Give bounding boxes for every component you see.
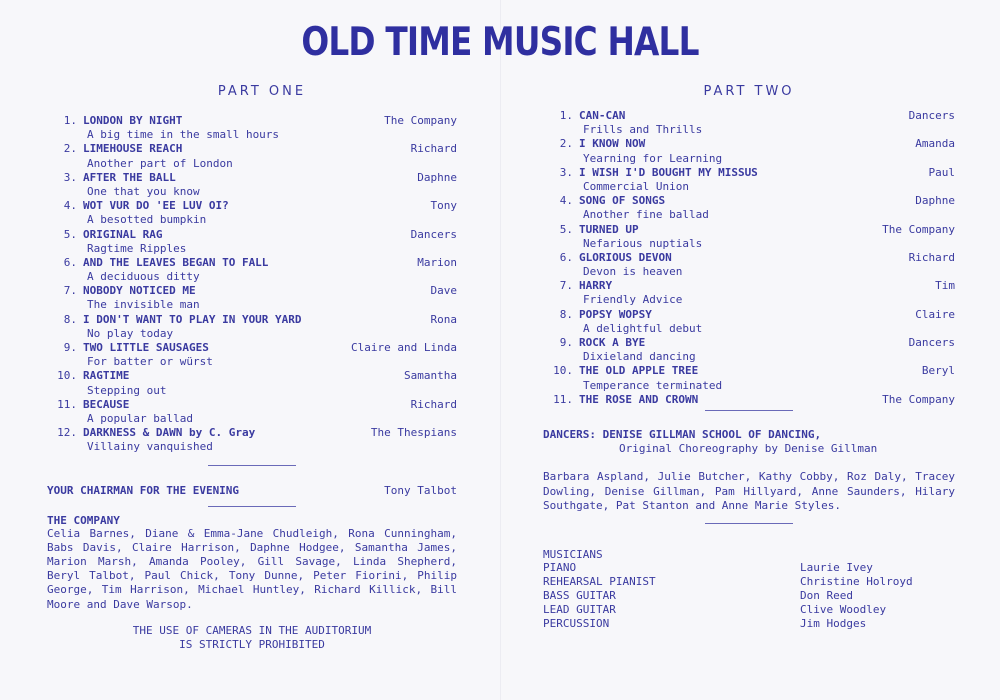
song-title: AFTER THE BALL — [83, 170, 176, 184]
programme-item — [543, 137, 955, 165]
musician-name: Don Reed — [800, 588, 853, 602]
part-one-heading: PART ONE — [217, 84, 307, 99]
item-number: 10. — [553, 364, 573, 378]
item-number: 11. — [553, 392, 573, 406]
song-title: THE OLD APPLE TREE — [579, 364, 699, 378]
song-description: Yearning for Learning — [583, 151, 723, 165]
item-number: 4. — [559, 194, 573, 208]
company-heading: THE COMPANY — [47, 513, 120, 527]
item-number: 5. — [63, 227, 77, 241]
song-description: A big time in the small hours — [87, 128, 280, 142]
item-number: 6. — [559, 250, 573, 264]
song-title: NOBODY NOTICED ME — [83, 284, 196, 298]
part-one-list — [47, 114, 457, 455]
performer: Richard — [410, 142, 457, 156]
performer: Claire and Linda — [351, 341, 457, 354]
programme-item — [47, 142, 457, 170]
song-description: A popular ballad — [87, 411, 193, 425]
programme-item — [543, 109, 955, 137]
musician-name: Clive Woodley — [800, 602, 887, 616]
programme-item — [543, 393, 955, 407]
programme-item — [47, 114, 457, 142]
song-title: CAN-CAN — [579, 109, 626, 122]
part-two-list — [543, 109, 955, 407]
song-description: Nefarious nuptials — [583, 236, 703, 250]
programme-item — [47, 398, 457, 426]
song-description: For batter or würst — [87, 355, 213, 369]
performer: Beryl — [921, 364, 955, 378]
song-description: Another part of London — [87, 156, 233, 170]
item-number: 7. — [63, 284, 77, 298]
dancer-names: Barbara Aspland, Julie Butcher, Kathy Cobby, Roz Daly, Tracey Dowling, Denise Gillman, Pam Hillyard, Anne Saunders, Hilary Southgate, Pat Stanton and Anne Marie Styles. — [543, 470, 955, 512]
musician-row — [543, 575, 955, 589]
programme-item — [47, 341, 457, 369]
instrument: PIANO — [543, 560, 577, 574]
song-description: Temperance terminated — [583, 378, 723, 392]
programme-item — [543, 251, 955, 279]
performer: Paul — [928, 165, 955, 179]
programme-item — [47, 313, 457, 341]
performer: Daphne — [417, 170, 457, 184]
divider — [208, 465, 296, 466]
performer: Richard — [908, 250, 955, 264]
item-number: 8. — [559, 307, 573, 321]
performer: Tim — [935, 279, 955, 293]
item-number: 9. — [559, 336, 573, 349]
item-number: 7. — [559, 279, 573, 293]
song-title: POPSY WOPSY — [579, 307, 652, 321]
performer: Dancers — [908, 109, 955, 122]
musicians-heading: MUSICIANS — [543, 547, 603, 561]
item-number: 6. — [63, 255, 77, 269]
programme-item — [47, 284, 457, 312]
programme-item — [543, 279, 955, 307]
programme-item — [543, 364, 955, 392]
item-number: 3. — [63, 170, 77, 184]
chairman-line — [47, 484, 457, 497]
musicians-list — [543, 561, 955, 631]
programme-item — [47, 199, 457, 227]
chairman-name: Tony Talbot — [384, 483, 457, 497]
musician-name: Laurie Ivey — [800, 560, 873, 574]
instrument: LEAD GUITAR — [543, 602, 616, 616]
performer: The Company — [384, 114, 457, 127]
song-title: AND THE LEAVES BEGAN TO FALL — [83, 255, 269, 269]
song-description: Stepping out — [87, 383, 167, 397]
musician-row — [543, 561, 955, 575]
song-title: I KNOW NOW — [579, 137, 646, 151]
camera-notice — [47, 624, 457, 652]
musician-row — [543, 617, 955, 631]
chairman-label: YOUR CHAIRMAN FOR THE EVENING — [47, 483, 240, 497]
musician-row — [543, 589, 955, 603]
performer: The Thespians — [370, 426, 457, 440]
song-description: A delightful debut — [583, 321, 703, 335]
instrument: PERCUSSION — [543, 616, 610, 630]
dancers-heading: DANCERS: DENISE GILLMAN SCHOOL OF DANCING, — [543, 427, 822, 441]
song-description: Frills and Thrills — [583, 123, 703, 137]
left-page — [47, 82, 457, 652]
song-title: ORIGINAL RAG — [83, 227, 163, 241]
song-description: Friendly Advice — [583, 293, 683, 307]
song-title: LIMEHOUSE REACH — [83, 142, 183, 156]
song-title: TWO LITTLE SAUSAGES — [83, 341, 209, 354]
performer: Tony — [430, 199, 457, 213]
performer: Samantha — [404, 369, 457, 383]
programme-item — [47, 171, 457, 199]
programme-item — [543, 336, 955, 364]
performer: Daphne — [915, 194, 955, 208]
song-description: Villainy vanquished — [87, 440, 213, 454]
item-number: 10. — [57, 369, 77, 383]
song-description: Ragtime Ripples — [87, 241, 187, 255]
song-description: One that you know — [87, 184, 200, 198]
song-description: No play today — [87, 326, 174, 340]
item-number: 11. — [57, 397, 77, 411]
song-title: BECAUSE — [83, 397, 130, 411]
performer: Dancers — [410, 227, 457, 241]
song-description: Another fine ballad — [583, 208, 709, 222]
part-two-heading: PART TWO — [703, 84, 795, 99]
song-title: RAGTIME — [83, 369, 130, 383]
performer: Claire — [915, 307, 955, 321]
performer: Amanda — [915, 137, 955, 151]
programme-item — [47, 228, 457, 256]
programme-item — [543, 308, 955, 336]
performer: Rona — [430, 312, 457, 326]
company-names: Celia Barnes, Diane & Emma-Jane Chudleigh, Rona Cunningham, Babs Davis, Claire Harrison, Daphne Hodgee, Samantha James, Marion Marsh, Amanda Pooley, Gill Savage, Linda Shepherd, Beryl Talbot, Paul Chick, Tony Dunne, Peter Fiorini, Philip George, Tim Harrison, Michael Huntley, Richard Killick, Bill Moore and Dave Warsop. — [47, 526, 457, 611]
song-title: WOT VUR DO 'EE LUV OI? — [83, 199, 229, 213]
programme-item — [47, 256, 457, 284]
instrument: REHEARSAL PIANIST — [543, 574, 656, 588]
performer: Marion — [417, 255, 457, 269]
musician-name: Jim Hodges — [800, 616, 867, 630]
programme-item — [543, 194, 955, 222]
performer: The Company — [882, 392, 955, 406]
performer: Dancers — [908, 336, 955, 349]
song-description: A besotted bumpkin — [87, 213, 207, 227]
song-description: The invisible man — [87, 298, 200, 312]
programme-item — [47, 426, 457, 454]
item-number: 3. — [559, 165, 573, 179]
programme-title: OLD TIME MUSIC HALL — [301, 20, 699, 65]
song-description: A deciduous ditty — [87, 270, 200, 284]
notice-line-1: THE USE OF CAMERAS IN THE AUDITORIUM — [132, 623, 372, 637]
item-number: 4. — [63, 199, 77, 213]
song-description: Devon is heaven — [583, 265, 683, 279]
programme-item — [543, 223, 955, 251]
musician-row — [543, 603, 955, 617]
song-title: HARRY — [579, 279, 613, 293]
choreography-credit: Original Choreography by Denise Gillman — [619, 442, 878, 456]
programme-item — [47, 369, 457, 397]
page-fold — [500, 0, 501, 700]
instrument: BASS GUITAR — [543, 588, 616, 602]
dancers-section — [543, 428, 955, 456]
song-title: ROCK A BYE — [579, 336, 646, 349]
item-number: 2. — [559, 137, 573, 151]
item-number: 12. — [57, 426, 77, 440]
song-title: I WISH I'D BOUGHT MY MISSUS — [579, 165, 758, 179]
song-title: GLORIOUS DEVON — [579, 250, 672, 264]
item-number: 1. — [559, 109, 573, 122]
programme-item — [543, 166, 955, 194]
song-title: LONDON BY NIGHT — [83, 114, 183, 127]
item-number: 5. — [559, 222, 573, 236]
item-number: 9. — [63, 341, 77, 354]
notice-line-2: IS STRICTLY PROHIBITED — [179, 637, 325, 651]
item-number: 1. — [63, 114, 77, 127]
song-title: TURNED UP — [579, 222, 639, 236]
song-title: I DON'T WANT TO PLAY IN YOUR YARD — [83, 312, 302, 326]
song-title: SONG OF SONGS — [579, 194, 666, 208]
performer: The Company — [882, 222, 955, 236]
item-number: 8. — [63, 312, 77, 326]
performer: Dave — [430, 284, 457, 298]
song-title: THE ROSE AND CROWN — [579, 392, 699, 406]
item-number: 2. — [63, 142, 77, 156]
song-description: Dixieland dancing — [583, 350, 696, 364]
musician-name: Christine Holroyd — [800, 574, 913, 588]
song-description: Commercial Union — [583, 179, 689, 193]
song-title: DARKNESS & DAWN by C. Gray — [83, 426, 256, 440]
performer: Richard — [410, 397, 457, 411]
right-page — [543, 82, 955, 631]
